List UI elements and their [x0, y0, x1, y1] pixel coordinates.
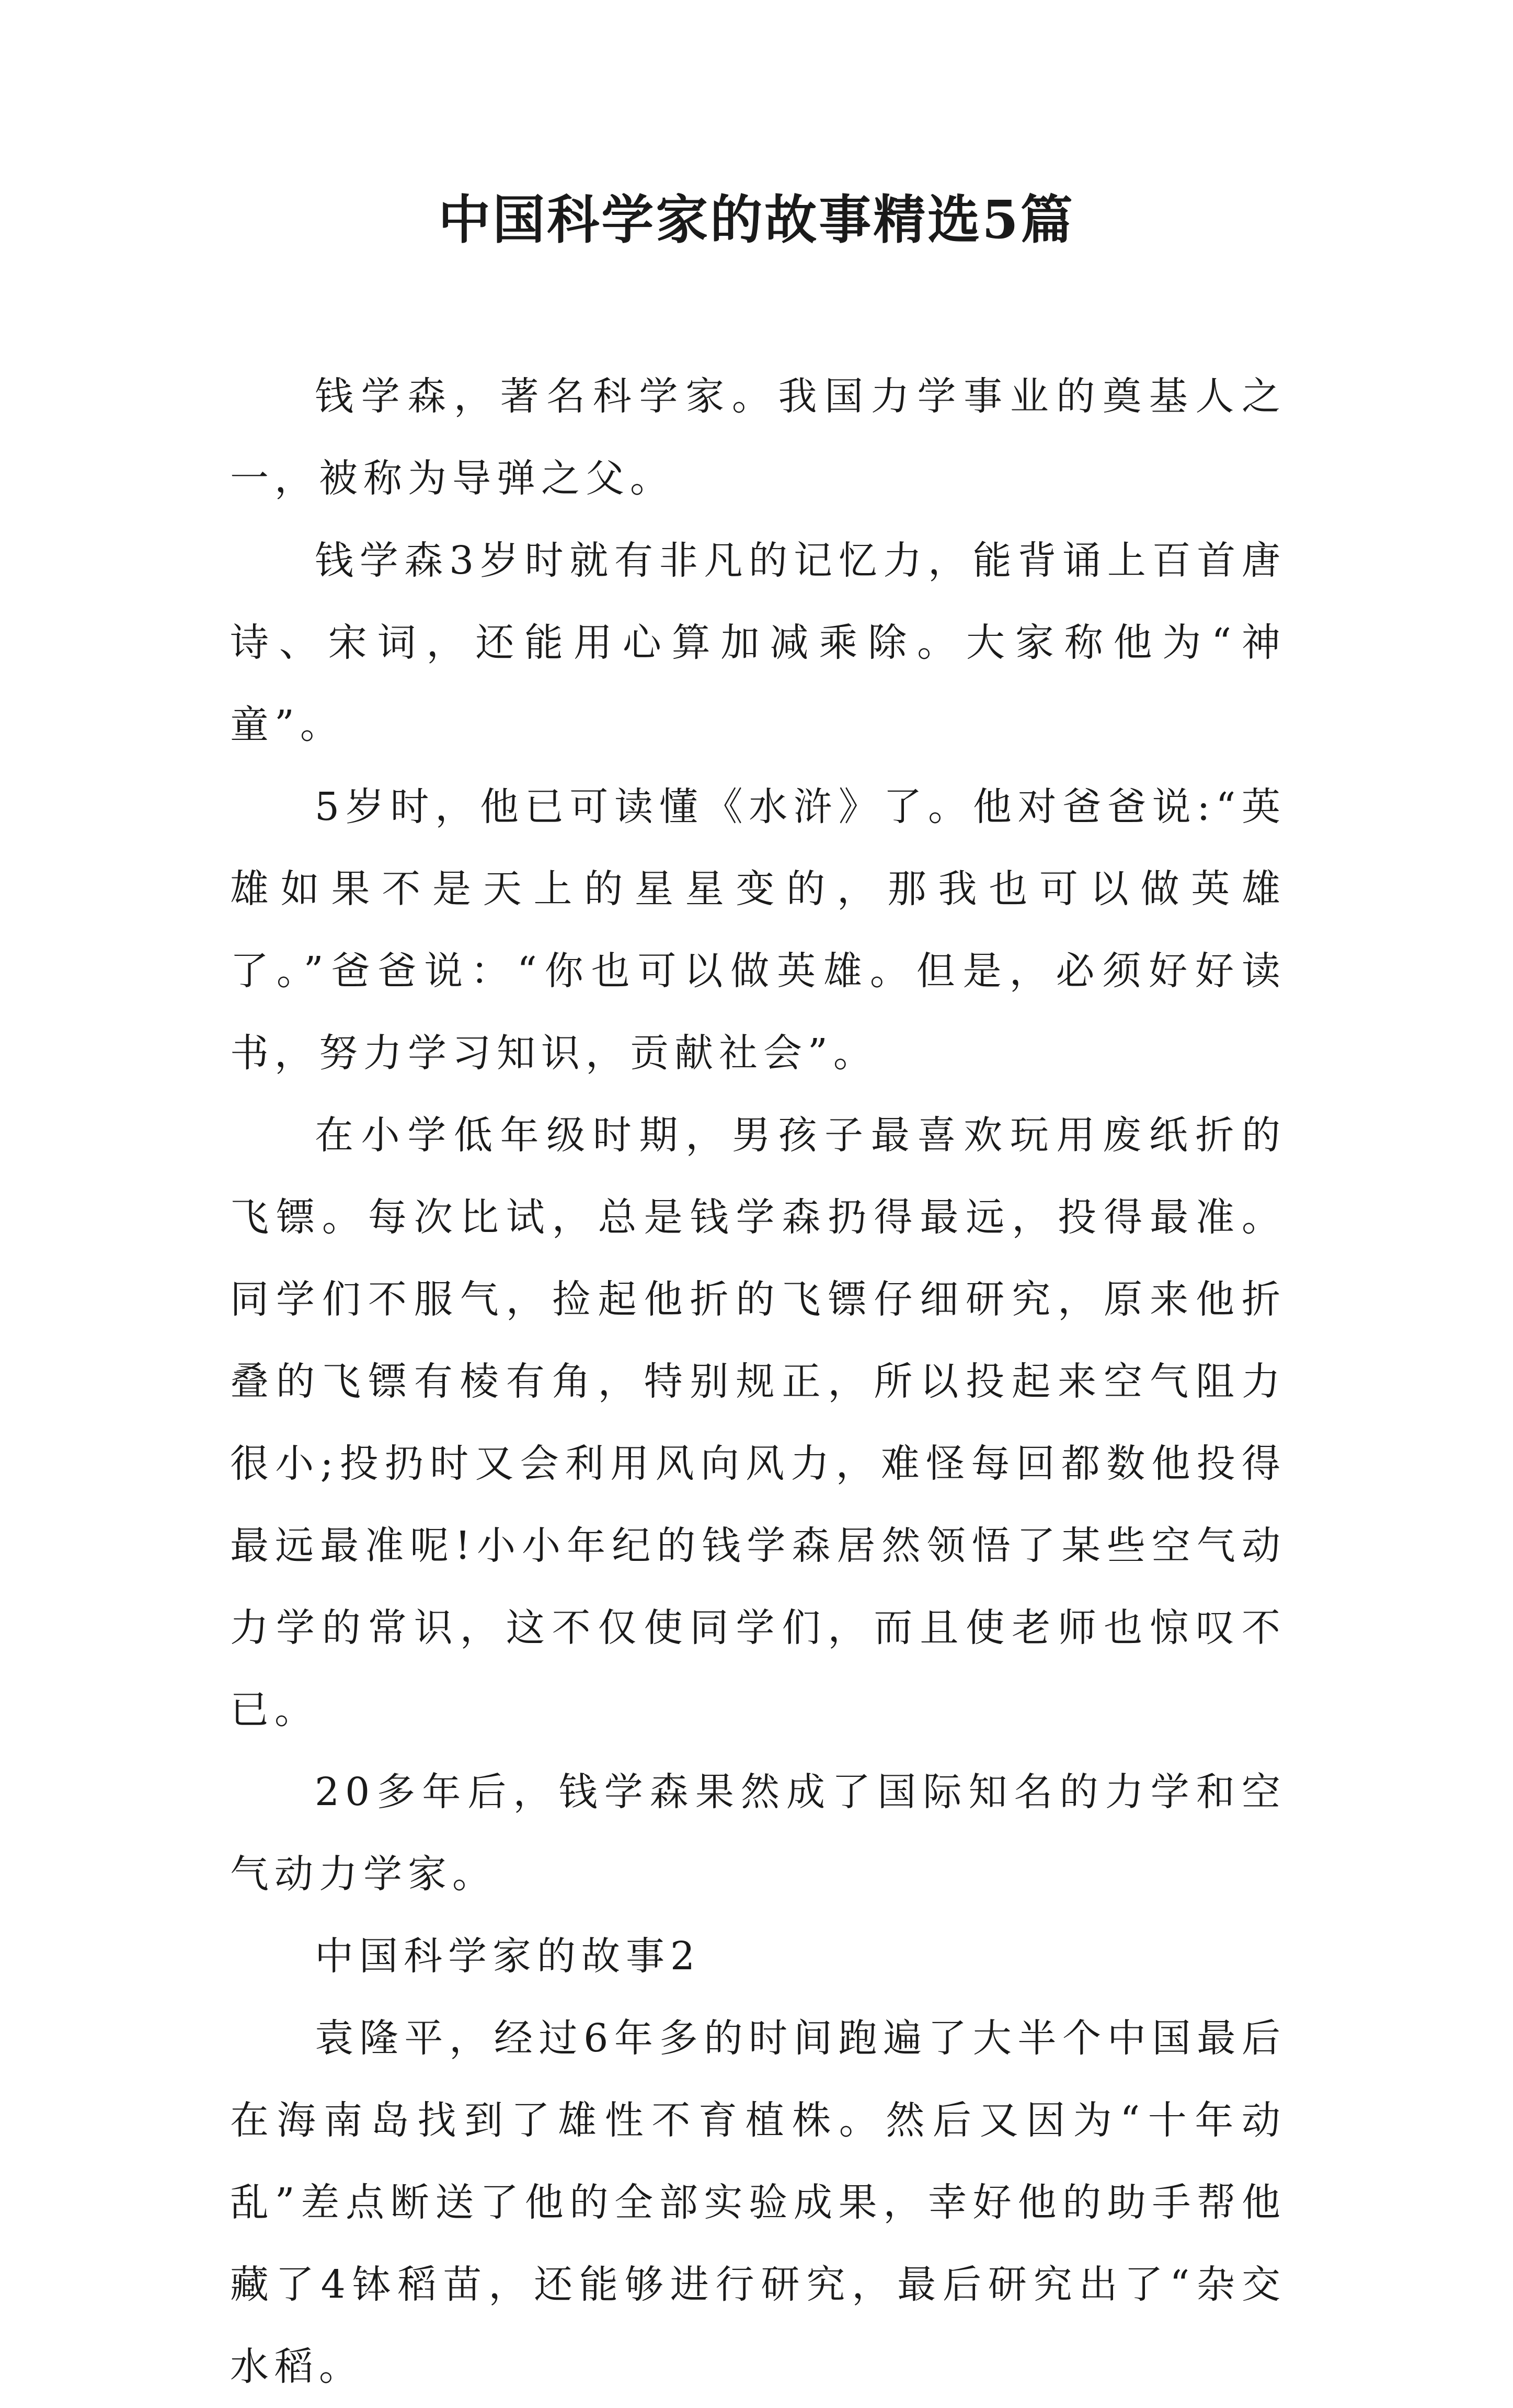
paragraph-4: 在小学低年级时期，男孩子最喜欢玩用废纸折的飞镖。每次比试，总是钱学森扔得最远，投得最准。同学们不服气，捡起他折的飞镖仔细研究，原来他折叠的飞镖有棱有角，特别规正，所以投起来空气阻力很小;投扔时又会利用风向风力，难怪每回都数他投得最远最准呢!小小年纪的钱学森居然领悟了某些空气动力学的常识，这不仅使同学们，而且使老师也惊叹不已。: [230, 1113, 1286, 1732]
paragraph-2: 钱学森3岁时就有非凡的记忆力，能背诵上百首唐诗、宋词，还能用心算加减乘除。大家称他为“神童”。: [230, 538, 1286, 747]
paragraph-3: 5岁时，他已可读懂《水浒》了。他对爸爸说:“英雄如果不是天上的星星变的，那我也可以做英雄了。”爸爸说：“你也可以做英雄。但是，必须好好读书，努力学习知识，贡献社会”。: [230, 784, 1286, 1076]
section-heading-story-2: 中国科学家的故事2: [315, 1934, 701, 1979]
paragraph-5: 20多年后，钱学森果然成了国际知名的力学和空气动力学家。: [230, 1770, 1286, 1897]
paragraph-6: 袁隆平，经过6年多的时间跑遍了大半个中国最后在海南岛找到了雄性不育植株。然后又因为“十年动乱”差点断送了他的全部实验成果，幸好他的助手帮他藏了4钵稻苗，还能够进行研究，最后研究出了“杂交水稻。: [230, 2016, 1286, 2389]
document-body: [230, 356, 1286, 2408]
document-title: 中国科学家的故事精选5篇: [438, 189, 1075, 250]
paragraph-1: 钱学森，著名科学家。我国力学事业的奠基人之一，被称为导弹之父。: [230, 374, 1286, 501]
